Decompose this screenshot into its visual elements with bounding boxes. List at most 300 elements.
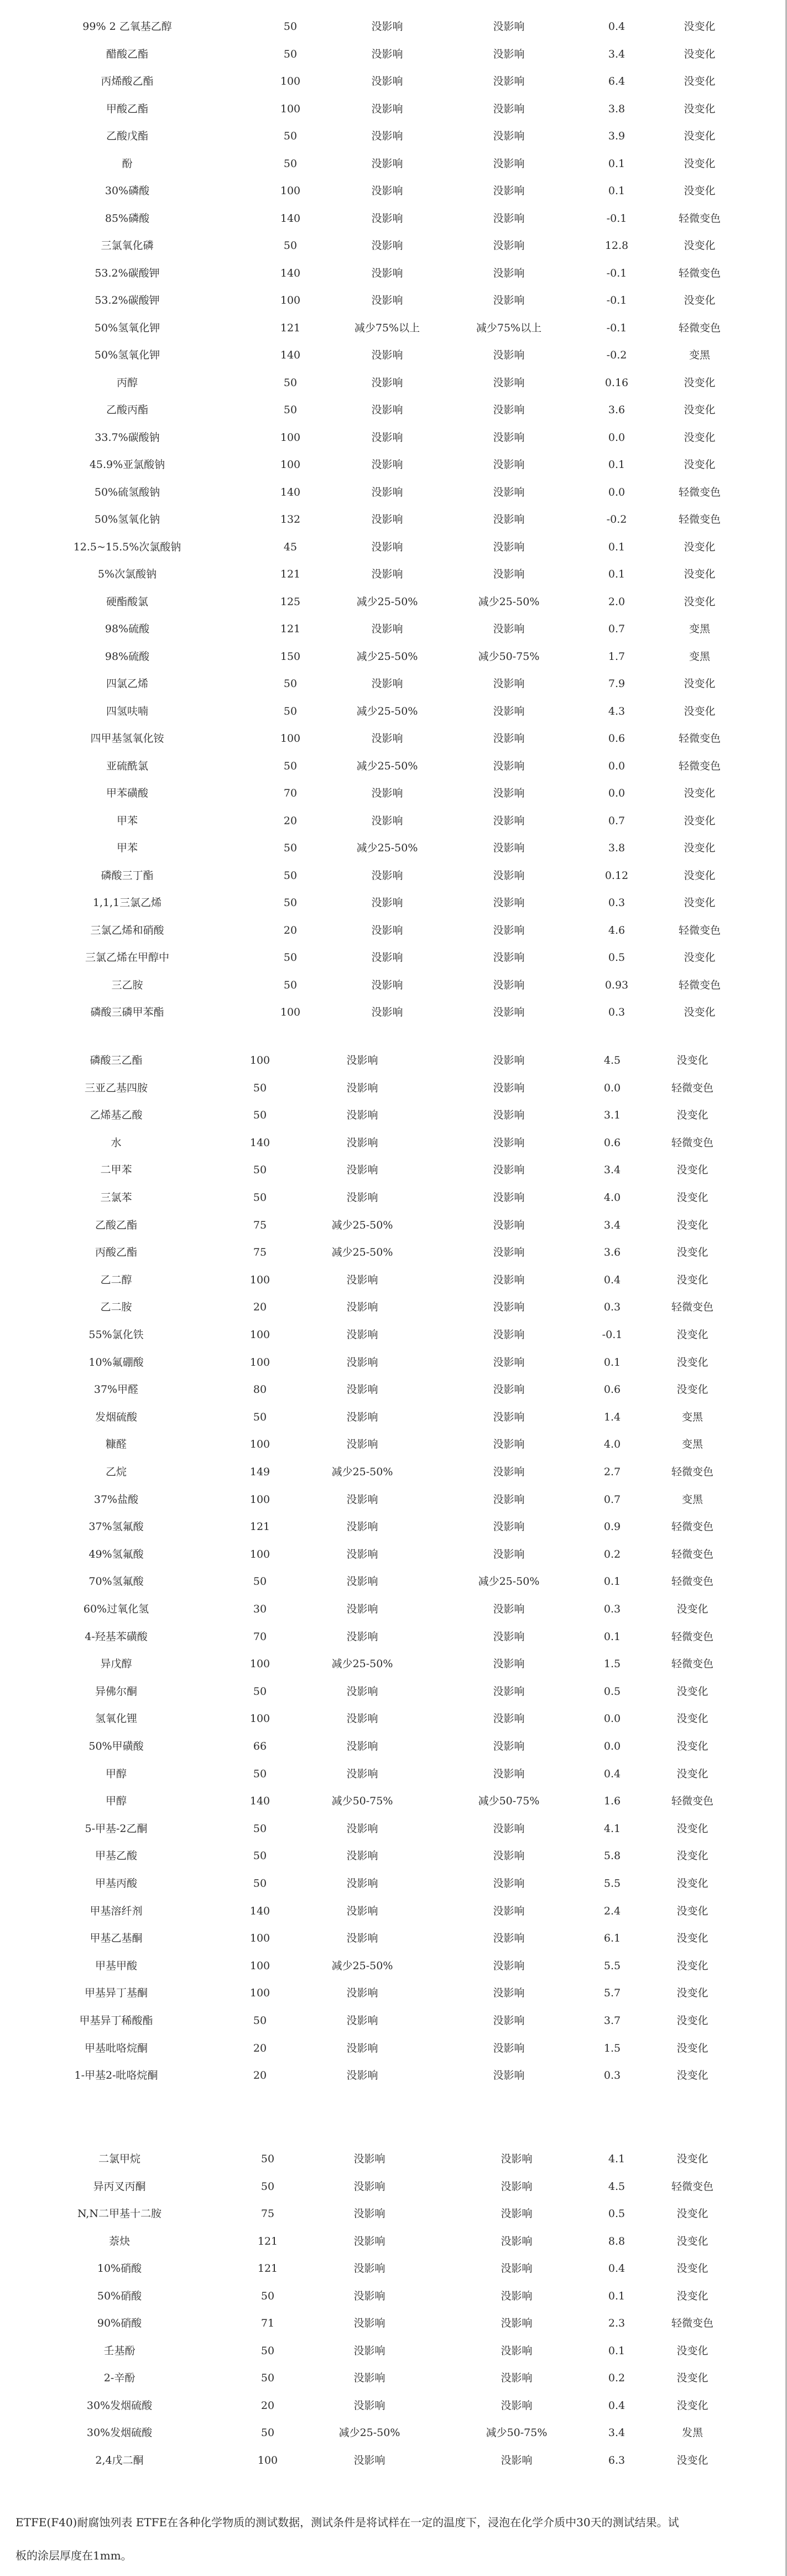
chemical-name-cell: 甲基溶纤剂 [90,1904,143,1917]
appearance-change-cell: 没变化 [684,842,716,854]
elongation-effect-cell: 没影响 [493,185,525,197]
table-row [0,15,785,38]
temperature-cell: 50 [253,1767,267,1780]
elongation-effect-cell: 没影响 [493,75,525,87]
appearance-change-cell: 没变化 [684,705,716,717]
weight-change-cell: 2.4 [603,1904,621,1917]
weight-change-cell: 0.0 [608,759,626,772]
table-row [0,1489,785,1511]
tensile-strength-effect-cell: 减少25-50% [331,1219,393,1231]
weight-change-cell: 4.1 [608,2153,626,2165]
temperature-cell: 45 [283,540,298,553]
tensile-strength-effect-cell: 减少50-75% [331,1795,393,1808]
table-row [0,1186,785,1209]
table-row [0,153,785,175]
weight-change-cell: 0.4 [608,2262,626,2275]
tensile-strength-effect-cell: 没影响 [346,1932,378,1945]
elongation-effect-cell: 没影响 [501,2180,533,2193]
temperature-cell: 50 [260,2427,275,2439]
temperature-cell: 50 [283,20,298,33]
chemical-name-cell: 53.2%碳酸钾 [95,267,160,279]
temperature-cell: 50 [253,1822,267,1835]
chemical-name-cell: 98%硫酸 [105,650,150,663]
temperature-cell: 100 [280,431,301,444]
table-row [0,2285,785,2307]
chemical-name-cell: 氢氧化锂 [95,1713,138,1725]
weight-change-cell: -0.1 [602,1329,623,1341]
chemical-name-cell: 甲酸乙酯 [106,102,149,115]
tensile-strength-effect-cell: 没影响 [346,1548,378,1560]
weight-change-cell: 4.5 [603,1054,621,1066]
elongation-effect-cell: 没影响 [493,1932,525,1945]
tensile-strength-effect-cell: 没影响 [346,1438,378,1451]
table-row [0,2312,785,2334]
table-row [0,1955,785,1977]
tensile-strength-effect-cell: 减少25-50% [356,759,418,772]
elongation-effect-cell: 没影响 [493,732,525,745]
weight-change-cell: 3.6 [603,1246,621,1259]
weight-change-cell: 3.9 [608,130,626,142]
appearance-change-cell: 没变化 [676,1877,708,1890]
weight-change-cell: 5.8 [603,1850,621,1862]
table-row [0,1598,785,1620]
table-row [0,1351,785,1373]
temperature-cell: 70 [253,1630,267,1643]
weight-change-cell: -0.1 [606,321,627,334]
chemical-name-cell: 甲醇 [105,1795,127,1808]
elongation-effect-cell: 没影响 [493,1959,525,1972]
weight-change-cell: 0.1 [603,1575,621,1588]
weight-change-cell: 0.1 [608,157,626,170]
chemical-name-cell: 50%甲磺酸 [88,1740,144,1752]
appearance-change-cell: 没变化 [684,376,716,389]
chemical-name-cell: 水 [111,1136,122,1149]
temperature-cell: 149 [249,1466,270,1478]
weight-change-cell: 0.0 [608,787,626,799]
appearance-change-cell: 变黑 [689,650,711,663]
weight-change-cell: 2.7 [603,1466,621,1478]
weight-change-cell: -0.1 [606,294,627,306]
tensile-strength-effect-cell: 没影响 [371,1006,403,1018]
elongation-effect-cell: 没影响 [493,267,525,279]
table-row [0,1241,785,1263]
tensile-strength-effect-cell: 减少25-50% [356,595,418,608]
chemical-name-cell: 甲基乙基酮 [90,1932,143,1945]
table-row [0,399,785,421]
table-row [0,1543,785,1565]
tensile-strength-effect-cell: 没影响 [371,185,403,197]
appearance-change-cell: 没变化 [684,48,716,60]
table-row [0,2340,785,2362]
chemical-name-cell: 三氯氧化磷 [101,240,154,252]
table-row [0,2064,785,2086]
elongation-effect-cell: 没影响 [493,1603,525,1615]
table-row [0,98,785,120]
tensile-strength-effect-cell: 没影响 [371,732,403,745]
table-row [0,618,785,640]
elongation-effect-cell: 没影响 [493,404,525,416]
tensile-strength-effect-cell: 减少25-50% [331,1658,393,1671]
tensile-strength-effect-cell: 没影响 [346,1850,378,1862]
elongation-effect-cell: 没影响 [493,1548,525,1560]
elongation-effect-cell: 没影响 [493,349,525,361]
weight-change-cell: 0.2 [603,1548,621,1560]
temperature-cell: 100 [280,294,301,306]
table-row [0,1982,785,2004]
elongation-effect-cell: 没影响 [493,459,525,471]
tensile-strength-effect-cell: 没影响 [371,623,403,635]
table-row [0,673,785,695]
elongation-effect-cell: 没影响 [493,1713,525,1725]
weight-change-cell: 0.7 [608,623,626,635]
tensile-strength-effect-cell: 没影响 [371,267,403,279]
table-row [0,2449,785,2471]
tensile-strength-effect-cell: 减少25-50% [331,1466,393,1478]
appearance-change-cell: 变黑 [681,1438,703,1451]
tensile-strength-effect-cell: 没影响 [353,2289,385,2302]
table-row [0,1845,785,1867]
table-row [0,1001,785,1023]
elongation-effect-cell: 没影响 [493,1054,525,1066]
table-row [0,426,785,449]
temperature-cell: 20 [283,814,298,827]
weight-change-cell: 0.5 [603,1685,621,1698]
weight-change-cell: 0.9 [603,1521,621,1533]
appearance-change-cell: 轻微变色 [671,1795,714,1808]
temperature-cell: 50 [283,130,298,142]
table-row [0,1790,785,1812]
temperature-cell: 100 [249,1987,270,2000]
table-row [0,2230,785,2252]
table-row [0,837,785,859]
weight-change-cell: 4.5 [608,2180,626,2193]
weight-change-cell: 5.5 [603,1959,621,1972]
elongation-effect-cell: 没影响 [493,20,525,33]
table-row [0,1735,785,1757]
tensile-strength-effect-cell: 没影响 [353,2454,385,2466]
chemical-name-cell: 硬酯酸氯 [106,595,149,608]
chemical-name-cell: 甲苯 [116,842,138,854]
appearance-change-cell: 没变化 [676,2208,708,2220]
chemical-name-cell: N,N二甲基十二胺 [77,2208,162,2220]
appearance-change-cell: 没变化 [684,404,716,416]
appearance-change-cell: 没变化 [684,951,716,964]
elongation-effect-cell: 减少50-75% [478,650,540,663]
temperature-cell: 20 [260,2399,275,2412]
table-row [0,1159,785,1181]
elongation-effect-cell: 没影响 [493,869,525,882]
weight-change-cell: 4.1 [603,1822,621,1835]
tensile-strength-effect-cell: 减少25-50% [356,842,418,854]
temperature-cell: 121 [257,2235,278,2247]
chemical-name-cell: 55%氯化铁 [88,1329,144,1341]
table-row [0,865,785,887]
elongation-effect-cell: 没影响 [493,1466,525,1478]
footer-note [15,2506,773,2572]
table-row [0,235,785,257]
table-row [0,180,785,202]
elongation-effect-cell: 没影响 [493,951,525,964]
appearance-change-cell: 轻微变色 [678,267,721,279]
weight-change-cell: 4.6 [608,924,626,936]
tensile-strength-effect-cell: 没影响 [371,513,403,525]
elongation-effect-cell: 减少50-75% [478,1795,540,1808]
table-row [0,1104,785,1126]
temperature-cell: 50 [283,240,298,252]
temperature-cell: 50 [253,1109,267,1122]
weight-change-cell: 12.8 [604,240,629,252]
weight-change-cell: 1.5 [603,2042,621,2054]
chemical-name-cell: 四氢呋喃 [106,705,149,717]
temperature-cell: 20 [253,2042,267,2054]
tensile-strength-effect-cell: 没影响 [346,1329,378,1341]
elongation-effect-cell: 没影响 [493,1411,525,1423]
chemical-name-cell: 30%发烟硫酸 [86,2427,153,2439]
appearance-change-cell: 没变化 [676,2344,708,2357]
temperature-cell: 50 [283,842,298,854]
tensile-strength-effect-cell: 没影响 [346,1904,378,1917]
table-row [0,70,785,92]
appearance-change-cell: 没变化 [676,1109,708,1122]
table-row [0,591,785,613]
temperature-cell: 140 [249,1904,270,1917]
tensile-strength-effect-cell: 没影响 [371,130,403,142]
temperature-cell: 75 [253,1246,267,1259]
tensile-strength-effect-cell: 没影响 [346,2015,378,2027]
elongation-effect-cell: 没影响 [493,1850,525,1862]
table-row [0,1872,785,1895]
temperature-cell: 50 [253,2015,267,2027]
chemical-name-cell: 萘炔 [108,2235,131,2247]
weight-change-cell: 0.0 [603,1713,621,1725]
table-row [0,125,785,147]
chemical-name-cell: 甲苯 [116,814,138,827]
temperature-cell: 50 [283,376,298,389]
weight-change-cell: -0.1 [606,267,627,279]
appearance-change-cell: 没变化 [684,185,716,197]
temperature-cell: 50 [260,2289,275,2302]
appearance-change-cell: 没变化 [684,678,716,690]
weight-change-cell: 0.1 [608,2344,626,2357]
appearance-change-cell: 没变化 [684,540,716,553]
temperature-cell: 100 [249,1713,270,1725]
chemical-name-cell: 2,4戊二酮 [95,2454,144,2466]
elongation-effect-cell: 没影响 [493,897,525,909]
appearance-change-cell: 没变化 [676,2454,708,2466]
elongation-effect-cell: 没影响 [493,1081,525,1094]
chemical-name-cell: 丙烯酸乙酯 [101,75,154,87]
weight-change-cell: 3.7 [603,2015,621,2027]
weight-change-cell: 1.5 [603,1658,621,1671]
elongation-effect-cell: 没影响 [493,1246,525,1259]
chemical-name-cell: 45.9%亚氯酸钠 [89,459,165,471]
elongation-effect-cell: 没影响 [493,1356,525,1368]
chemical-name-cell: 甲苯磺酸 [106,787,149,799]
elongation-effect-cell: 没影响 [493,431,525,444]
tensile-strength-effect-cell: 没影响 [371,349,403,361]
tensile-strength-effect-cell: 没影响 [346,1301,378,1314]
table-row [0,1214,785,1236]
chemical-name-cell: 亚硫酰氯 [106,759,149,772]
tensile-strength-effect-cell: 没影响 [353,2208,385,2220]
appearance-change-cell: 没变化 [676,1767,708,1780]
appearance-change-cell: 变黑 [681,1493,703,1506]
temperature-cell: 100 [249,1548,270,1560]
tensile-strength-effect-cell: 没影响 [371,979,403,991]
elongation-effect-cell: 没影响 [493,623,525,635]
elongation-effect-cell: 没影响 [501,2372,533,2384]
temperature-cell: 100 [249,1932,270,1945]
elongation-effect-cell: 减少75%以上 [476,321,542,334]
temperature-cell: 100 [280,732,301,745]
chemical-name-cell: 甲醇 [105,1767,127,1780]
weight-change-cell: 0.6 [603,1136,621,1149]
temperature-cell: 75 [260,2208,275,2220]
elongation-effect-cell: 没影响 [501,2262,533,2275]
tensile-strength-effect-cell: 没影响 [371,568,403,580]
footer-line-1: ETFE(F40)耐腐蚀列表 ETFE在各种化学物质的测试数据，测试条件是将试样在一定的温度下，浸泡在化学介质中30天的测试结果。试 [15,2516,679,2529]
appearance-change-cell: 没变化 [676,1273,708,1286]
temperature-cell: 121 [249,1521,270,1533]
elongation-effect-cell: 没影响 [493,1329,525,1341]
weight-change-cell: 0.7 [603,1493,621,1506]
appearance-change-cell: 没变化 [676,2042,708,2054]
tensile-strength-effect-cell: 减少75%以上 [354,321,420,334]
chemical-name-cell: 异戊醇 [100,1658,132,1671]
temperature-cell: 100 [249,1356,270,1368]
tensile-strength-effect-cell: 没影响 [371,869,403,882]
weight-change-cell: 0.4 [603,1273,621,1286]
appearance-change-cell: 没变化 [684,568,716,580]
appearance-change-cell: 没变化 [676,1850,708,1862]
appearance-change-cell: 没变化 [684,240,716,252]
weight-change-cell: 4.0 [603,1191,621,1204]
chemical-name-cell: 4-羟基苯磺酸 [85,1630,148,1643]
chemical-name-cell: 甲基丙酸 [95,1877,138,1890]
table-row [0,289,785,311]
elongation-effect-cell: 没影响 [493,1109,525,1122]
elongation-effect-cell: 没影响 [493,1767,525,1780]
appearance-change-cell: 没变化 [676,1383,708,1396]
elongation-effect-cell: 没影响 [493,1685,525,1698]
chemical-name-cell: 53.2%碳酸钾 [95,294,160,306]
elongation-effect-cell: 没影响 [493,924,525,936]
appearance-change-cell: 变黑 [681,1411,703,1423]
elongation-effect-cell: 没影响 [493,2042,525,2054]
chemical-name-cell: 磷酸三丁酯 [101,869,154,882]
table-row [0,454,785,476]
appearance-change-cell: 没变化 [684,1006,716,1018]
tensile-strength-effect-cell: 没影响 [371,924,403,936]
chemical-name-cell: 1-甲基2-吡咯烷酮 [74,2069,158,2082]
chemical-name-cell: 98%硫酸 [105,623,150,635]
elongation-effect-cell: 没影响 [493,1273,525,1286]
tensile-strength-effect-cell: 没影响 [346,1411,378,1423]
elongation-effect-cell: 没影响 [493,678,525,690]
table-row [0,2176,785,2198]
appearance-change-cell: 没变化 [676,1685,708,1698]
table-row [0,782,785,804]
chemical-name-cell: 酚 [122,157,133,170]
temperature-cell: 121 [280,568,301,580]
appearance-change-cell: 没变化 [684,130,716,142]
appearance-change-cell: 轻微变色 [678,979,721,991]
elongation-effect-cell: 没影响 [501,2153,533,2165]
temperature-cell: 50 [253,1191,267,1204]
table-row [0,1763,785,1785]
elongation-effect-cell: 没影响 [493,2015,525,2027]
weight-change-cell: 4.0 [603,1438,621,1451]
table-row [0,892,785,914]
appearance-change-cell: 轻微变色 [678,732,721,745]
weight-change-cell: 0.6 [603,1383,621,1396]
temperature-cell: 50 [283,157,298,170]
tensile-strength-effect-cell: 没影响 [346,1630,378,1643]
temperature-cell: 100 [249,1658,270,1671]
appearance-change-cell: 变黑 [689,623,711,635]
elongation-effect-cell: 没影响 [493,157,525,170]
appearance-change-cell: 没变化 [676,2399,708,2412]
appearance-change-cell: 没变化 [684,459,716,471]
appearance-change-cell: 没变化 [676,2262,708,2275]
table-row [0,2203,785,2225]
elongation-effect-cell: 没影响 [493,787,525,799]
table-row [0,646,785,668]
chemical-name-cell: 1,1,1三氯乙烯 [92,897,162,909]
table-row [0,372,785,394]
tensile-strength-effect-cell: 没影响 [371,814,403,827]
elongation-effect-cell: 没影响 [493,1493,525,1506]
elongation-effect-cell: 没影响 [493,814,525,827]
temperature-cell: 75 [253,1219,267,1231]
tensile-strength-effect-cell: 减少25-50% [338,2427,400,2439]
table-row [0,1461,785,1483]
elongation-effect-cell: 没影响 [493,1383,525,1396]
table-row [0,1708,785,1730]
chemical-name-cell: 70%氢氟酸 [88,1575,144,1588]
weight-change-cell: 0.0 [608,431,626,444]
appearance-change-cell: 轻微变色 [671,2180,714,2193]
table-row [0,1680,785,1703]
tensile-strength-effect-cell: 没影响 [371,157,403,170]
table-row [0,481,785,503]
table-row [0,1132,785,1154]
temperature-cell: 50 [260,2180,275,2193]
weight-change-cell: 6.3 [608,2454,626,2466]
chemical-name-cell: 三亚乙基四胺 [84,1081,148,1094]
table-row [0,2367,785,2389]
elongation-effect-cell: 没影响 [493,1006,525,1018]
temperature-cell: 125 [280,595,301,608]
weight-change-cell: 3.4 [608,2427,626,2439]
chemical-name-cell: 丙酸乙酯 [95,1246,138,1259]
tensile-strength-effect-cell: 没影响 [353,2235,385,2247]
appearance-change-cell: 没变化 [676,1713,708,1725]
appearance-change-cell: 没变化 [676,1329,708,1341]
chemical-name-cell: 乙二胺 [100,1301,132,1314]
table-row [0,2037,785,2059]
table-row [0,1626,785,1648]
elongation-effect-cell: 没影响 [493,1136,525,1149]
appearance-change-cell: 轻微变色 [671,1136,714,1149]
appearance-change-cell: 轻微变色 [678,212,721,225]
appearance-change-cell: 轻微变色 [671,1658,714,1671]
tensile-strength-effect-cell: 没影响 [346,1822,378,1835]
appearance-change-cell: 没变化 [676,1904,708,1917]
tensile-strength-effect-cell: 没影响 [371,404,403,416]
weight-change-cell: 0.1 [608,2289,626,2302]
tensile-strength-effect-cell: 没影响 [346,1987,378,2000]
